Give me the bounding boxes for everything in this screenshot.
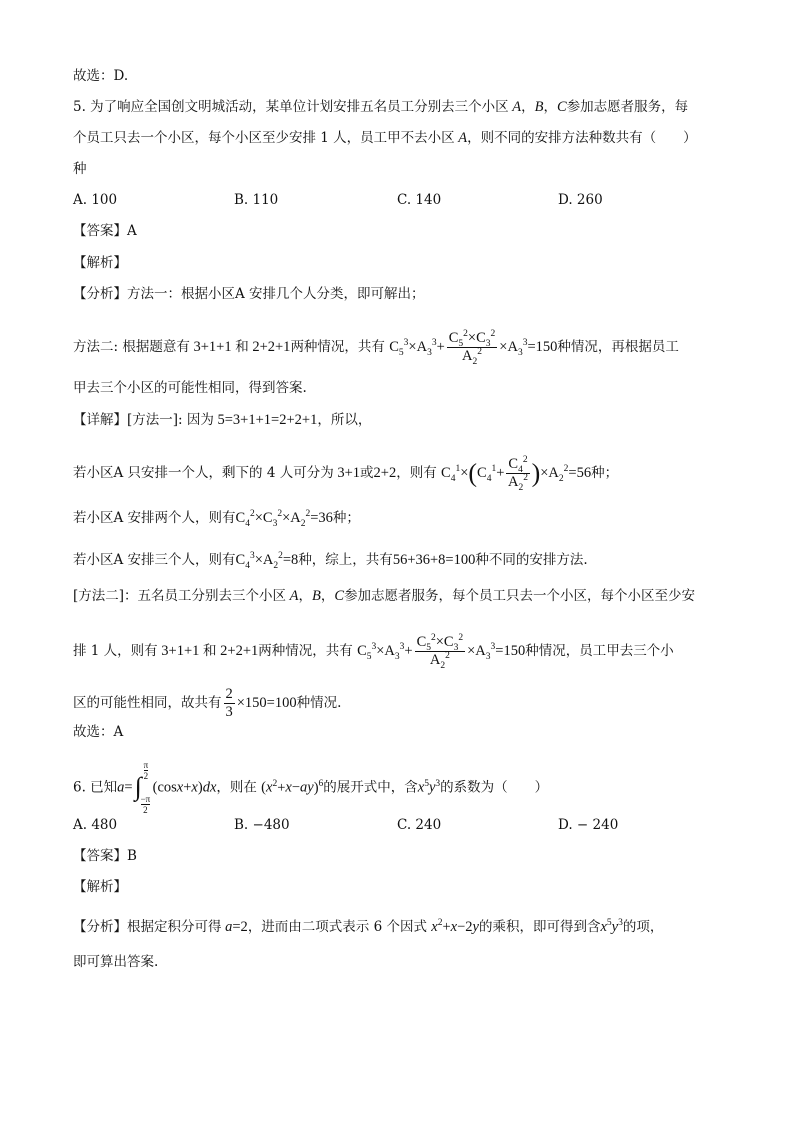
selection-line: 故选：A <box>73 724 124 740</box>
option-a: A. 480 <box>73 817 118 833</box>
option-a: A. 100 <box>73 192 118 208</box>
option-c: C. 240 <box>397 817 442 833</box>
answer-label: 【答案】A <box>73 223 137 239</box>
answer-label: 【答案】B <box>73 848 137 864</box>
text-line: 即可算出答案. <box>73 954 159 970</box>
analysis-text: 【分析】根据定积分可得 a=2，进而由二项式表示 6 个因式 $x^2+x-2y$的乘积，即可得到含$x^5y^3$的项， <box>73 918 664 935</box>
analysis-label: 【解析】 <box>73 879 127 895</box>
option-b: B. −480 <box>234 817 290 833</box>
option-b: B. 110 <box>234 192 279 208</box>
detail-line: 【详解】[方法一]: 因为 5=3+1+1=2+2+1，所以， <box>73 412 372 428</box>
method-two-detail: [方法二]：五名员工分别去三个小区 A，B，C参加志愿者服务，每个员工只去一个小区，每个小区至少安 <box>73 588 696 604</box>
question-5-stem: 5. 为了响应全国创文明城活动，某单位计划安排五名员工分别去三个小区 A，B，C参加志愿者服务，每 <box>73 99 689 115</box>
method-two-detail: 排 1 人，则有 3+1+1 和 2+2+1两种情况，共有 $C_5^3\times A_3^3+$ $\frac{C_5^2\times C_3^2}{A_2^2}$ $\times A_3^3=150$种情况，员工甲去三个小 <box>73 633 674 671</box>
case-one-line: 若小区A 只安排一个人，剩下的 4 人可分为 3+1或2+2，则有 $C_4^1\times(C_4^1+$ $\frac{C_4^2}{A_2^2}$ )$\times A_2^2=56$种； <box>73 455 619 493</box>
case-three-line: 若小区A 安排三个人，则有$C_4^3\times A_2^2=8$种，综上，共有56+36+8=100种不同的安排方法. <box>73 551 588 571</box>
question-5-stem: 个员工只去一个小区，每个小区至少安排 1 人，员工甲不去小区 A，则不同的安排方法种数共有（ ） <box>73 130 697 146</box>
case-two-line: 若小区A 安排两个人，则有$C_4^2\times C_3^2\times A_2^2=36$种； <box>73 509 360 529</box>
analysis-label: 【解析】 <box>73 255 127 271</box>
analysis-text: 【分析】方法一：根据小区A 安排几个人分类，即可解出； <box>73 286 425 302</box>
method-two-line: 方法二: 根据题意有 3+1+1 和 2+2+1两种情况，共有 $C_5^3\times A_3^3+$ $\frac{C_5^2\times C_3^2}{A_2^2}$ $\times A_3^3=150$种情况，再根据员工 <box>73 329 679 367</box>
text-line: 甲去三个小区的可能性相同，得到答案. <box>73 380 307 396</box>
option-c: C. 140 <box>397 192 442 208</box>
method-two-detail: 区的可能性相同，故共有 $\frac{2}{3}$ ×150=100种情况. <box>73 686 342 720</box>
question-5-stem: 种 <box>73 161 87 177</box>
option-d: D. − 240 <box>558 817 619 833</box>
text-line: 故选：D. <box>73 68 129 84</box>
option-d: D. 260 <box>558 192 603 208</box>
question-6-stem: 6. 已知a= ∫ π 2 −π 2 (cosx+x)dx，则在 $(x^2+x-ay)^6$的展开式中，含$x^5y^3$的系数为（ ） <box>73 760 549 815</box>
